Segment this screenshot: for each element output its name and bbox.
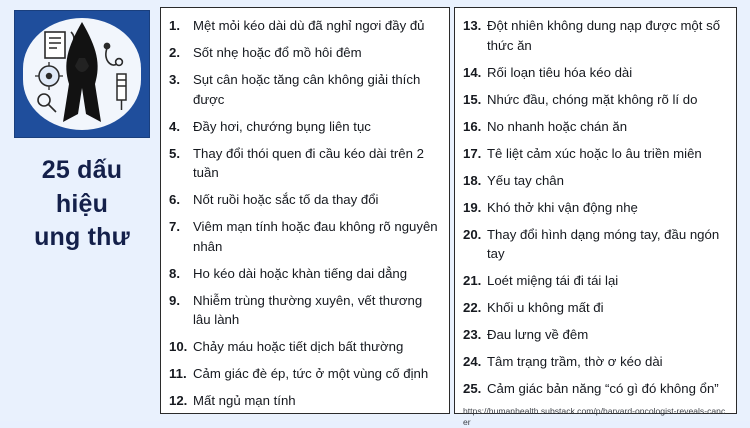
list-item-number: 6.: [169, 192, 180, 208]
list-item-text: Yếu tay chân: [487, 172, 564, 188]
list-item: [463, 63, 727, 83]
list-item-text: Tê liệt cảm xúc hoặc lo âu triền miên: [487, 145, 702, 161]
symptom-list-left: [160, 7, 450, 414]
list-item-number: 11.: [169, 366, 187, 382]
list-item: [463, 90, 727, 110]
list-item: [463, 144, 727, 164]
list-item-text: Cảm giác đè ép, tức ở một vùng cố định: [193, 366, 429, 382]
list-item-text: Mệt mỏi kéo dài dù đã nghỉ ngơi đầy đủ: [193, 18, 425, 33]
list-item-text: Đột nhiên không dung nạp được một số thức ăn: [487, 18, 721, 53]
list-item-number: 19.: [463, 199, 482, 215]
list-item-number: 20.: [463, 226, 482, 242]
list-item: [169, 364, 440, 384]
cell-icon: [35, 62, 63, 90]
symptom-items-right: [463, 16, 727, 399]
left-panel: [0, 0, 160, 421]
list-item-number: 16.: [463, 118, 482, 134]
microscope-icon: [38, 94, 56, 112]
list-item-number: 12.: [169, 393, 188, 409]
list-item-number: 13.: [463, 18, 482, 33]
list-item-number: 9.: [169, 292, 180, 308]
list-item-number: 14.: [463, 64, 482, 80]
symptom-items-left: [169, 16, 440, 411]
list-item-number: 17.: [463, 145, 482, 161]
list-item-number: 15.: [463, 91, 482, 107]
list-item-number: 8.: [169, 265, 180, 281]
logo-badge: [14, 10, 150, 138]
list-item-text: Viêm mạn tính hoặc đau không rõ nguyên nhân: [193, 219, 438, 254]
awareness-ribbon-icon: [63, 22, 101, 122]
list-item: [463, 325, 727, 345]
symptom-list-right: [454, 7, 737, 428]
list-item: [463, 271, 727, 291]
list-item-text: Khó thở khi vận động nhẹ: [487, 199, 638, 215]
list-item-text: Ho kéo dài hoặc khàn tiếng dai dẳng: [193, 265, 408, 281]
list-item-number: 25.: [463, 381, 482, 397]
list-item-text: Nhiễm trùng thường xuyên, vết thương lâu lành: [193, 292, 423, 328]
list-item-number: 2.: [169, 45, 180, 61]
list-item: [169, 117, 440, 137]
page-title-line-2: hiệu: [55, 189, 109, 218]
list-item: [169, 16, 440, 36]
list-item-text: Rối loạn tiêu hóa kéo dài: [487, 64, 633, 80]
list-item: [463, 16, 727, 55]
stethoscope-icon: [104, 43, 122, 65]
list-item-text: Thay đổi hình dạng móng tay, đầu ngón tay: [487, 226, 720, 262]
list-item-number: 21.: [463, 273, 482, 289]
list-item-text: Tâm trạng trầm, thờ ơ kéo dài: [487, 354, 663, 370]
list-item: [463, 379, 727, 399]
list-item: [463, 117, 727, 137]
source-link[interactable]: https://humanhealth.substack.com/p/harvard-oncologist-reveals-cancer: [463, 405, 726, 428]
list-item: [169, 291, 440, 330]
document-icon: [45, 32, 65, 58]
list-item: [169, 144, 440, 183]
list-item-text: Đầy hơi, chướng bụng liên tục: [193, 118, 371, 134]
list-item-text: Đau lưng về đêm: [487, 327, 589, 343]
list-item-text: Nhức đầu, chóng mặt không rõ lí do: [487, 91, 698, 107]
list-item-text: Sụt cân hoặc tăng cân không giải thích được: [193, 72, 421, 107]
list-item: [463, 198, 727, 218]
list-item: [169, 70, 440, 109]
cancer-ribbon-icon: [23, 18, 141, 130]
list-item-number: 24.: [463, 354, 482, 370]
list-item: [169, 337, 440, 357]
list-item-number: 22.: [463, 300, 482, 316]
list-item: [169, 43, 440, 63]
list-item: [463, 225, 727, 264]
list-item: [169, 264, 440, 284]
list-item-number: 4.: [169, 118, 180, 134]
page-title: [34, 154, 130, 255]
list-item-text: No nhanh hoặc chán ăn: [487, 118, 628, 134]
page-title-line-3: ung thư: [34, 223, 130, 251]
list-item: [169, 391, 440, 411]
syringe-icon: [117, 74, 126, 110]
list-item-text: Nốt ruồi hoặc sắc tố da thay đổi: [193, 192, 379, 208]
list-item-number: 1.: [169, 18, 180, 33]
list-item-text: Thay đổi thói quen đi cầu kéo dài trên 2 tuần: [193, 145, 424, 181]
list-item-text: Mất ngủ mạn tính: [193, 393, 296, 409]
list-item-text: Chảy máu hoặc tiết dịch bất thường: [193, 339, 404, 355]
list-item: [169, 217, 440, 256]
list-item-number: 7.: [169, 219, 180, 235]
page-title-line-1: 25 dấu: [41, 156, 123, 184]
list-item: [463, 352, 727, 372]
list-item: [169, 190, 440, 210]
list-item-text: Loét miệng tái đi tái lại: [487, 273, 619, 289]
list-item: [463, 171, 727, 191]
list-item-number: 3.: [169, 72, 180, 88]
list-item: [463, 298, 727, 318]
list-item-text: Sốt nhẹ hoặc đổ mồ hôi đêm: [193, 45, 362, 61]
list-item-number: 5.: [169, 145, 180, 161]
list-item-number: 18.: [463, 172, 482, 188]
list-item-text: Cảm giác bản năng “có gì đó không ổn”: [487, 381, 719, 397]
list-item-text: Khối u không mất đi: [487, 300, 604, 316]
list-item-number: 23.: [463, 327, 482, 343]
list-item-number: 10.: [169, 339, 188, 355]
